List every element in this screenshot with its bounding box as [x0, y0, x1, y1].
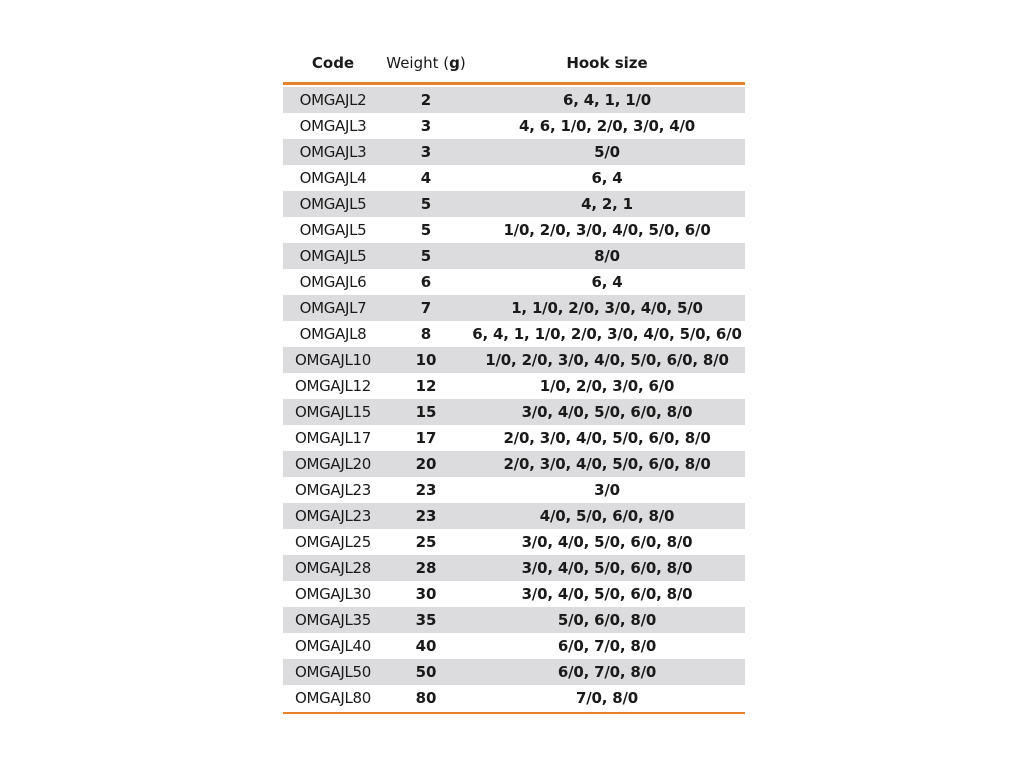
- cell-code: OMGAJL12: [294, 377, 372, 395]
- cell-weight: 23: [415, 507, 437, 525]
- table-row: [283, 347, 745, 373]
- cell-weight: 10: [415, 351, 437, 369]
- cell-code: OMGAJL7: [299, 299, 367, 317]
- cell-weight: 3: [420, 117, 432, 135]
- cell-hook-size: 7/0, 8/0: [575, 689, 639, 707]
- table-row: [283, 399, 745, 425]
- table-row: [283, 87, 745, 113]
- table-row: [283, 139, 745, 165]
- table-row: [283, 321, 745, 347]
- cell-code: OMGAJL6: [299, 273, 367, 291]
- cell-code: OMGAJL80: [294, 689, 372, 707]
- column-header-hook-size: Hook size: [566, 54, 648, 72]
- table-row: [283, 191, 745, 217]
- cell-hook-size: 1/0, 2/0, 3/0, 4/0, 5/0, 6/0, 8/0: [485, 351, 729, 369]
- cell-hook-size: 6, 4: [591, 169, 623, 187]
- table-row: [283, 581, 745, 607]
- table-row: [283, 243, 745, 269]
- table-row: [283, 113, 745, 139]
- column-header-code: Code: [311, 54, 355, 72]
- cell-code: OMGAJL28: [294, 559, 372, 577]
- cell-hook-size: 4, 6, 1/0, 2/0, 3/0, 4/0: [518, 117, 696, 135]
- table-row: [283, 477, 745, 503]
- cell-weight: 23: [415, 481, 437, 499]
- weight-header-prefix: Weight (: [386, 54, 450, 72]
- cell-code: OMGAJL3: [299, 143, 367, 161]
- cell-hook-size: 1, 1/0, 2/0, 3/0, 4/0, 5/0: [511, 299, 703, 317]
- cell-code: OMGAJL35: [294, 611, 372, 629]
- cell-weight: 4: [420, 169, 432, 187]
- cell-hook-size: 3/0: [594, 481, 620, 499]
- cell-weight: 7: [420, 299, 432, 317]
- table-row: [283, 217, 745, 243]
- cell-code: OMGAJL8: [299, 325, 367, 343]
- table-row: [283, 373, 745, 399]
- cell-weight: 28: [415, 559, 437, 577]
- cell-weight: 80: [415, 689, 437, 707]
- cell-hook-size: 1/0, 2/0, 3/0, 6/0: [539, 377, 675, 395]
- table-row: [283, 451, 745, 477]
- table-body: [283, 87, 745, 711]
- cell-weight: 25: [415, 533, 437, 551]
- table-row: [283, 529, 745, 555]
- cell-weight: 17: [415, 429, 437, 447]
- cell-hook-size: 4/0, 5/0, 6/0, 8/0: [539, 507, 675, 525]
- cell-code: OMGAJL23: [294, 507, 372, 525]
- cell-hook-size: 6/0, 7/0, 8/0: [557, 663, 657, 681]
- cell-weight: 3: [420, 143, 432, 161]
- cell-weight: 5: [420, 247, 432, 265]
- cell-code: OMGAJL17: [294, 429, 372, 447]
- cell-weight: 5: [420, 221, 432, 239]
- table-row: [283, 659, 745, 685]
- cell-code: OMGAJL50: [294, 663, 372, 681]
- weight-header-suffix: ): [459, 54, 466, 72]
- cell-weight: 35: [415, 611, 437, 629]
- table-row: [283, 633, 745, 659]
- cell-hook-size: 3/0, 4/0, 5/0, 6/0, 8/0: [521, 585, 693, 603]
- cell-weight: 30: [415, 585, 437, 603]
- cell-code: OMGAJL2: [299, 91, 367, 109]
- cell-hook-size: 1/0, 2/0, 3/0, 4/0, 5/0, 6/0: [503, 221, 711, 239]
- cell-code: OMGAJL40: [294, 637, 372, 655]
- table-row: [283, 165, 745, 191]
- cell-code: OMGAJL20: [294, 455, 372, 473]
- cell-weight: 6: [420, 273, 432, 291]
- cell-hook-size: 6, 4: [591, 273, 623, 291]
- cell-weight: 8: [420, 325, 432, 343]
- cell-hook-size: 2/0, 3/0, 4/0, 5/0, 6/0, 8/0: [503, 429, 711, 447]
- cell-hook-size: 5/0: [594, 143, 620, 161]
- cell-hook-size: 3/0, 4/0, 5/0, 6/0, 8/0: [521, 403, 693, 421]
- cell-code: OMGAJL5: [299, 195, 367, 213]
- table-header: [283, 44, 745, 85]
- product-table: [283, 44, 745, 714]
- cell-weight: 2: [420, 91, 432, 109]
- table-row: [283, 295, 745, 321]
- cell-hook-size: 6, 4, 1, 1/0, 2/0, 3/0, 4/0, 5/0, 6/0: [472, 325, 742, 343]
- cell-code: OMGAJL4: [299, 169, 367, 187]
- table-row: [283, 685, 745, 711]
- cell-code: OMGAJL30: [294, 585, 372, 603]
- cell-code: OMGAJL15: [294, 403, 372, 421]
- cell-hook-size: 8/0: [594, 247, 620, 265]
- table-row: [283, 425, 745, 451]
- cell-hook-size: 6, 4, 1, 1/0: [562, 91, 652, 109]
- cell-weight: 5: [420, 195, 432, 213]
- table-bottom-rule: [283, 712, 745, 714]
- cell-hook-size: 4, 2, 1: [581, 195, 633, 213]
- table-row: [283, 555, 745, 581]
- cell-code: OMGAJL3: [299, 117, 367, 135]
- cell-hook-size: 3/0, 4/0, 5/0, 6/0, 8/0: [521, 559, 693, 577]
- table-row: [283, 269, 745, 295]
- cell-weight: 20: [415, 455, 437, 473]
- cell-code: OMGAJL23: [294, 481, 372, 499]
- cell-weight: 15: [415, 403, 437, 421]
- cell-hook-size: 2/0, 3/0, 4/0, 5/0, 6/0, 8/0: [503, 455, 711, 473]
- cell-weight: 50: [415, 663, 437, 681]
- cell-code: OMGAJL10: [294, 351, 372, 369]
- cell-hook-size: 5/0, 6/0, 8/0: [557, 611, 657, 629]
- table-row: [283, 503, 745, 529]
- cell-code: OMGAJL25: [294, 533, 372, 551]
- cell-hook-size: 3/0, 4/0, 5/0, 6/0, 8/0: [521, 533, 693, 551]
- cell-code: OMGAJL5: [299, 221, 367, 239]
- cell-hook-size: 6/0, 7/0, 8/0: [557, 637, 657, 655]
- table-row: [283, 607, 745, 633]
- weight-header-unit: g: [449, 54, 460, 72]
- column-header-weight: [383, 54, 469, 72]
- cell-weight: 12: [415, 377, 437, 395]
- cell-weight: 40: [415, 637, 437, 655]
- cell-code: OMGAJL5: [299, 247, 367, 265]
